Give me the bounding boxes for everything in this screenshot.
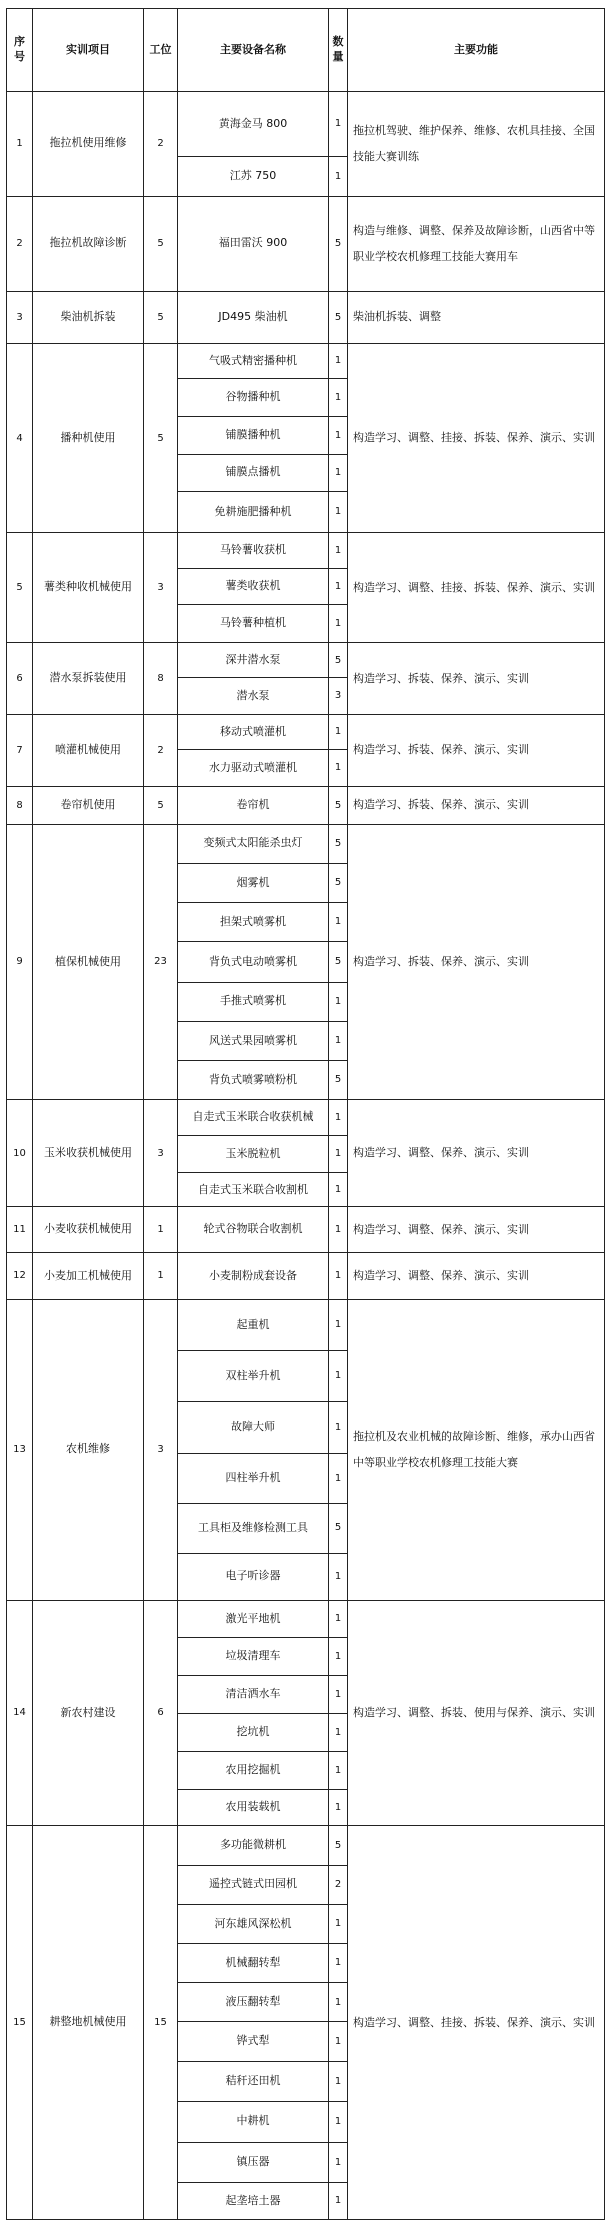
- function-description: 构造学习、调整、挂接、拆装、保养、演示、实训: [348, 1826, 605, 2220]
- equipment-quantity: 1: [329, 1207, 348, 1253]
- equipment-quantity: 1: [329, 1638, 348, 1676]
- equipment-quantity: 1: [329, 605, 348, 643]
- equipment-quantity: 1: [329, 1944, 348, 1983]
- equipment-quantity: 1: [329, 568, 348, 605]
- station-count: 5: [144, 291, 178, 343]
- equipment-quantity: 1: [329, 1135, 348, 1173]
- equipment-quantity: 1: [329, 379, 348, 417]
- row-index: 4: [7, 344, 33, 533]
- equipment-quantity: 1: [329, 1600, 348, 1638]
- equipment-name: 双柱举升机: [178, 1351, 329, 1402]
- equipment-quantity: 5: [329, 863, 348, 902]
- equipment-name: 农用挖掘机: [178, 1752, 329, 1790]
- equipment-quantity: 1: [329, 2022, 348, 2061]
- table-row: [7, 344, 605, 379]
- equipment-quantity: 1: [329, 2061, 348, 2101]
- station-count: 1: [144, 1253, 178, 1300]
- equipment-quantity: 1: [329, 1300, 348, 1351]
- project-name: 植保机械使用: [33, 824, 144, 1100]
- equipment-quantity: 5: [329, 291, 348, 343]
- equipment-quantity: 1: [329, 750, 348, 787]
- equipment-quantity: 2: [329, 1865, 348, 1904]
- equipment-name: 烟雾机: [178, 863, 329, 902]
- station-count: 15: [144, 1826, 178, 2220]
- project-name: 播种机使用: [33, 344, 144, 533]
- equipment-name: 遥控式链式田园机: [178, 1865, 329, 1904]
- row-index: 12: [7, 1253, 33, 1300]
- function-description: 拖拉机驾驶、维护保养、维修、农机具挂接、全国技能大赛训练: [348, 92, 605, 197]
- equipment-name: 故障大师: [178, 1402, 329, 1454]
- project-name: 薯类种收机械使用: [33, 533, 144, 643]
- equipment-name: 背负式喷雾喷粉机: [178, 1061, 329, 1100]
- equipment-name: 潜水泵: [178, 678, 329, 715]
- equipment-quantity: 5: [329, 196, 348, 291]
- equipment-quantity: 1: [329, 2183, 348, 2220]
- project-name: 耕整地机械使用: [33, 1826, 144, 2220]
- equipment-name: 马铃薯收获机: [178, 533, 329, 568]
- equipment-name: 马铃薯种植机: [178, 605, 329, 643]
- equipment-name: 自走式玉米联合收获机械: [178, 1100, 329, 1135]
- row-index: 8: [7, 786, 33, 824]
- row-index: 7: [7, 715, 33, 787]
- table-row: [7, 533, 605, 568]
- equipment-quantity: 1: [329, 1351, 348, 1402]
- equipment-name: 多功能微耕机: [178, 1826, 329, 1865]
- equipment-table: [6, 8, 605, 2220]
- equipment-quantity: 1: [329, 715, 348, 750]
- station-count: 6: [144, 1600, 178, 1826]
- header-stations: 工位: [144, 9, 178, 92]
- station-count: 3: [144, 533, 178, 643]
- table-row: [7, 1826, 605, 1865]
- equipment-name: 薯类收获机: [178, 568, 329, 605]
- header-equipment: 主要设备名称: [178, 9, 329, 92]
- equipment-quantity: 5: [329, 1503, 348, 1553]
- table-row: [7, 715, 605, 750]
- station-count: 3: [144, 1300, 178, 1600]
- project-name: 拖拉机使用维修: [33, 92, 144, 197]
- equipment-quantity: 1: [329, 1173, 348, 1207]
- function-description: 拖拉机及农业机械的故障诊断、维修，承办山西省中等职业学校农机修理工技能大赛: [348, 1300, 605, 1600]
- project-name: 新农村建设: [33, 1600, 144, 1826]
- equipment-name: 铺膜播种机: [178, 417, 329, 455]
- equipment-quantity: 1: [329, 1253, 348, 1300]
- equipment-quantity: 1: [329, 92, 348, 157]
- equipment-quantity: 5: [329, 786, 348, 824]
- station-count: 5: [144, 344, 178, 533]
- equipment-name: 铧式犁: [178, 2022, 329, 2061]
- equipment-name: 背负式电动喷雾机: [178, 942, 329, 982]
- row-index: 3: [7, 291, 33, 343]
- equipment-name: 轮式谷物联合收割机: [178, 1207, 329, 1253]
- equipment-name: 变频式太阳能杀虫灯: [178, 824, 329, 863]
- table-row: [7, 786, 605, 824]
- equipment-quantity: 1: [329, 1714, 348, 1752]
- function-description: 构造学习、调整、保养、演示、实训: [348, 1253, 605, 1300]
- equipment-quantity: 1: [329, 344, 348, 379]
- equipment-quantity: 1: [329, 1402, 348, 1454]
- row-index: 13: [7, 1300, 33, 1600]
- header-function: 主要功能: [348, 9, 605, 92]
- station-count: 2: [144, 92, 178, 197]
- equipment-quantity: 5: [329, 942, 348, 982]
- row-index: 1: [7, 92, 33, 197]
- project-name: 拖拉机故障诊断: [33, 196, 144, 291]
- row-index: 10: [7, 1100, 33, 1207]
- equipment-name: 气吸式精密播种机: [178, 344, 329, 379]
- equipment-name: 电子听诊器: [178, 1553, 329, 1600]
- project-name: 小麦收获机械使用: [33, 1207, 144, 1253]
- equipment-quantity: 1: [329, 1021, 348, 1060]
- equipment-name: 机械翻转犁: [178, 1944, 329, 1983]
- equipment-quantity: 1: [329, 1676, 348, 1714]
- equipment-quantity: 3: [329, 678, 348, 715]
- function-description: 构造学习、调整、保养、演示、实训: [348, 1100, 605, 1207]
- equipment-quantity: 1: [329, 1553, 348, 1600]
- station-count: 23: [144, 824, 178, 1100]
- header-project: 实训项目: [33, 9, 144, 92]
- equipment-name: 起重机: [178, 1300, 329, 1351]
- function-description: 构造学习、拆装、保养、演示、实训: [348, 786, 605, 824]
- equipment-name: 镇压器: [178, 2142, 329, 2182]
- function-description: 构造学习、拆装、保养、演示、实训: [348, 824, 605, 1100]
- equipment-quantity: 1: [329, 1454, 348, 1504]
- equipment-name: 小麦制粉成套设备: [178, 1253, 329, 1300]
- equipment-name: 水力驱动式喷灌机: [178, 750, 329, 787]
- equipment-quantity: 1: [329, 491, 348, 533]
- project-name: 农机维修: [33, 1300, 144, 1600]
- project-name: 潜水泵拆装使用: [33, 643, 144, 715]
- project-name: 玉米收获机械使用: [33, 1100, 144, 1207]
- equipment-name: 工具柜及维修检测工具: [178, 1503, 329, 1553]
- table-row: [7, 643, 605, 678]
- equipment-name: 手推式喷雾机: [178, 982, 329, 1021]
- row-index: 6: [7, 643, 33, 715]
- equipment-quantity: 1: [329, 2102, 348, 2142]
- equipment-name: 挖坑机: [178, 1714, 329, 1752]
- equipment-quantity: 1: [329, 1789, 348, 1826]
- table-row: [7, 1253, 605, 1300]
- equipment-name: 液压翻转犁: [178, 1983, 329, 2022]
- equipment-quantity: 1: [329, 1752, 348, 1790]
- equipment-quantity: 1: [329, 1904, 348, 1943]
- equipment-quantity: 1: [329, 1100, 348, 1135]
- equipment-name: 福田雷沃 900: [178, 196, 329, 291]
- table-row: [7, 1300, 605, 1351]
- equipment-name: JD495 柴油机: [178, 291, 329, 343]
- equipment-quantity: 1: [329, 417, 348, 455]
- function-description: 构造学习、调整、挂接、拆装、保养、演示、实训: [348, 344, 605, 533]
- project-name: 小麦加工机械使用: [33, 1253, 144, 1300]
- table-row: [7, 1207, 605, 1253]
- equipment-quantity: 1: [329, 2142, 348, 2182]
- function-description: 构造学习、调整、拆装、使用与保养、演示、实训: [348, 1600, 605, 1826]
- table-body: [7, 92, 605, 2220]
- station-count: 2: [144, 715, 178, 787]
- function-description: 构造与维修、调整、保养及故障诊断，山西省中等职业学校农机修理工技能大赛用车: [348, 196, 605, 291]
- equipment-name: 移动式喷灌机: [178, 715, 329, 750]
- equipment-name: 卷帘机: [178, 786, 329, 824]
- equipment-name: 秸秆还田机: [178, 2061, 329, 2101]
- equipment-name: 免耕施肥播种机: [178, 491, 329, 533]
- table-row: [7, 1100, 605, 1135]
- equipment-name: 谷物播种机: [178, 379, 329, 417]
- table-row: [7, 1600, 605, 1638]
- equipment-name: 深井潜水泵: [178, 643, 329, 678]
- table-row: [7, 196, 605, 291]
- function-description: 构造学习、拆装、保养、演示、实训: [348, 643, 605, 715]
- row-index: 15: [7, 1826, 33, 2220]
- equipment-name: 黄海金马 800: [178, 92, 329, 157]
- function-description: 构造学习、拆装、保养、演示、实训: [348, 715, 605, 787]
- row-index: 9: [7, 824, 33, 1100]
- station-count: 8: [144, 643, 178, 715]
- station-count: 1: [144, 1207, 178, 1253]
- equipment-quantity: 5: [329, 1061, 348, 1100]
- equipment-name: 起垄培土器: [178, 2183, 329, 2220]
- equipment-name: 四柱举升机: [178, 1454, 329, 1504]
- equipment-name: 玉米脱粒机: [178, 1135, 329, 1173]
- header-quantity: 数量: [329, 9, 348, 92]
- project-name: 柴油机拆装: [33, 291, 144, 343]
- header-row: [7, 9, 605, 92]
- equipment-name: 铺膜点播机: [178, 455, 329, 492]
- equipment-name: 风送式果园喷雾机: [178, 1021, 329, 1060]
- equipment-quantity: 1: [329, 157, 348, 196]
- equipment-name: 江苏 750: [178, 157, 329, 196]
- equipment-quantity: 1: [329, 1983, 348, 2022]
- equipment-name: 河东雄风深松机: [178, 1904, 329, 1943]
- equipment-quantity: 1: [329, 533, 348, 568]
- table-row: [7, 291, 605, 343]
- equipment-name: 垃圾清理车: [178, 1638, 329, 1676]
- function-description: 柴油机拆装、调整: [348, 291, 605, 343]
- equipment-name: 清洁洒水车: [178, 1676, 329, 1714]
- equipment-name: 担架式喷雾机: [178, 903, 329, 942]
- station-count: 5: [144, 196, 178, 291]
- row-index: 5: [7, 533, 33, 643]
- station-count: 5: [144, 786, 178, 824]
- row-index: 11: [7, 1207, 33, 1253]
- equipment-quantity: 5: [329, 824, 348, 863]
- equipment-name: 农用装载机: [178, 1789, 329, 1826]
- equipment-name: 自走式玉米联合收割机: [178, 1173, 329, 1207]
- equipment-name: 激光平地机: [178, 1600, 329, 1638]
- equipment-quantity: 5: [329, 643, 348, 678]
- equipment-quantity: 1: [329, 903, 348, 942]
- equipment-quantity: 1: [329, 455, 348, 492]
- function-description: 构造学习、调整、保养、演示、实训: [348, 1207, 605, 1253]
- function-description: 构造学习、调整、挂接、拆装、保养、演示、实训: [348, 533, 605, 643]
- equipment-quantity: 1: [329, 982, 348, 1021]
- project-name: 卷帘机使用: [33, 786, 144, 824]
- station-count: 3: [144, 1100, 178, 1207]
- table-row: [7, 92, 605, 157]
- equipment-name: 中耕机: [178, 2102, 329, 2142]
- equipment-quantity: 5: [329, 1826, 348, 1865]
- header-index: 序号: [7, 9, 33, 92]
- table-row: [7, 824, 605, 863]
- row-index: 14: [7, 1600, 33, 1826]
- row-index: 2: [7, 196, 33, 291]
- project-name: 喷灌机械使用: [33, 715, 144, 787]
